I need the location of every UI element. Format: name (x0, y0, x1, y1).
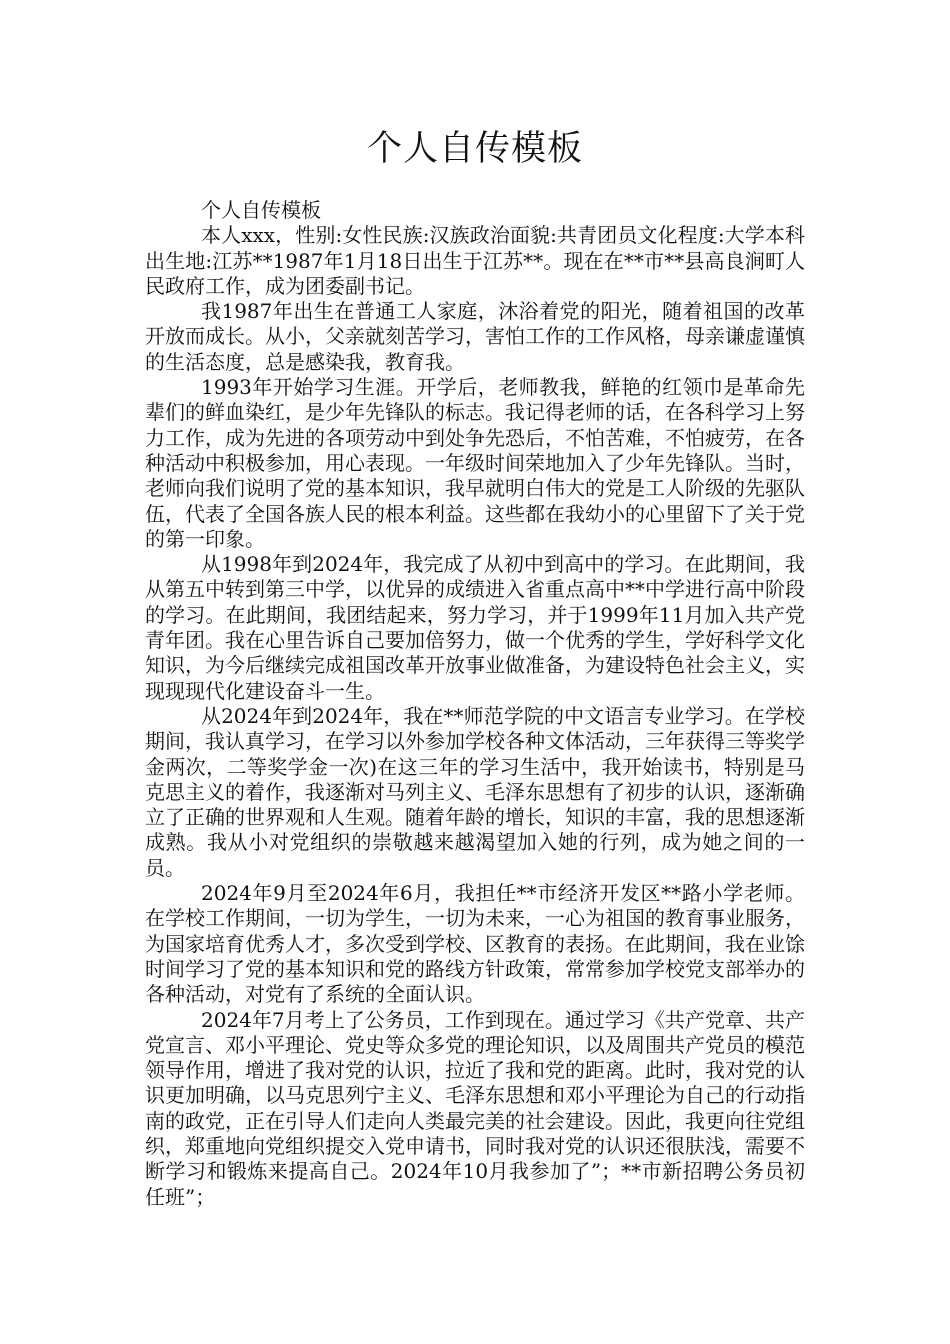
paragraph-civil-service: 2024年7月考上了公务员，工作到现在。通过学习《共产党章、共产党宣言、邓小平理论、党史等众多党的理论知识，以及周围共产党员的模范领导作用，增进了我对党的认识，拉近了我和党的距离。此时，我对党的认识更加明确，以马克思列宁主义、毛泽东思想和邓小平理论为自己的行动指南的政党，正在引导人们走向人类最完美的社会建设。因此，我更向往党组织，郑重地向党组织提交入党申请书，同时我对党的认识还很肤浅，需要不断学习和锻炼来提高自己。2024年10月我参加了”；**市新招聘公务员初任班”； (145, 1007, 805, 1209)
paragraph-teaching: 2024年9月至2024年6月，我担任**市经济开发区**路小学老师。在学校工作期间，一切为学生，一切为未来，一心为祖国的教育事业服务，为国家培育优秀人才，多次受到学校、区教育的表扬。在此期间，我在业馀时间学习了党的基本知识和党的路线方针政策，常常参加学校党支部举办的各种活动，对党有了系统的全面认识。 (145, 881, 805, 1007)
document-body (145, 198, 805, 1210)
paragraph-personal-info: 本人xxx，性别:女性民族:汉族政治面貌:共青团员文化程度:大学本科出生地:江苏**1987年1月18日出生于江苏**。现在在**市**县高良涧町人民政府工作，成为团委副书记。 (145, 223, 805, 298)
document-subtitle: 个人自传模板 (201, 198, 321, 222)
paragraph-college: 从2024年到2024年，我在**师范学院的中文语言专业学习。在学校期间，我认真学习，在学习以外参加学校各种文体活动，三年获得三等奖学金两次，二等奖学金一次)在这三年的学习生活中，我开始读书，特别是马克思主义的着作，我逐渐对马列主义、毛泽东思想有了初步的认识，逐渐确立了正确的世界观和人生观。随着年龄的增长，知识的丰富，我的思想逐渐成熟。我从小对党组织的崇敬越来越渴望加入她的行列，成为她之间的一员。 (145, 703, 805, 880)
document-title: 个人自传模板 (366, 129, 583, 169)
paragraph-family: 我1987年出生在普通工人家庭，沐浴着党的阳光，随着祖国的改革开放而成长。从小，父亲就刻苦学习，害怕工作的工作风格，母亲谦虚谨慎的生活态度，总是感染我，教育我。 (145, 299, 805, 374)
paragraph-primary-school: 1993年开始学习生涯。开学后，老师教我，鲜艳的红领巾是革命先辈们的鲜血染红，是少年先锋队的标志。我记得老师的话，在各科学习上努力工作，成为先进的各项劳动中到处争先恐后，不怕苦难，不怕疲劳，在各种活动中积极参加，用心表现。一年级时间荣地加入了少年先锋队。当时，老师向我们说明了党的基本知识，我早就明白伟大的党是工人阶级的先驱队伍，代表了全国各族人民的根本利益。这些都在我幼小的心里留下了关于党的第一印象。 (145, 375, 805, 551)
paragraph-secondary-school: 从1998年到2024年，我完成了从初中到高中的学习。在此期间，我从第五中转到第三中学，以优异的成绩进入省重点高中**中学进行高中阶段的学习。在此期间，我团结起来，努力学习，并于1999年11月加入共产党青年团。我在心里告诉自己要加倍努力，做一个优秀的学生，学好科学文化知识，为今后继续完成祖国改革开放事业做准备，为建设特色社会主义，实现现现代化建设奋斗一生。 (145, 552, 805, 703)
